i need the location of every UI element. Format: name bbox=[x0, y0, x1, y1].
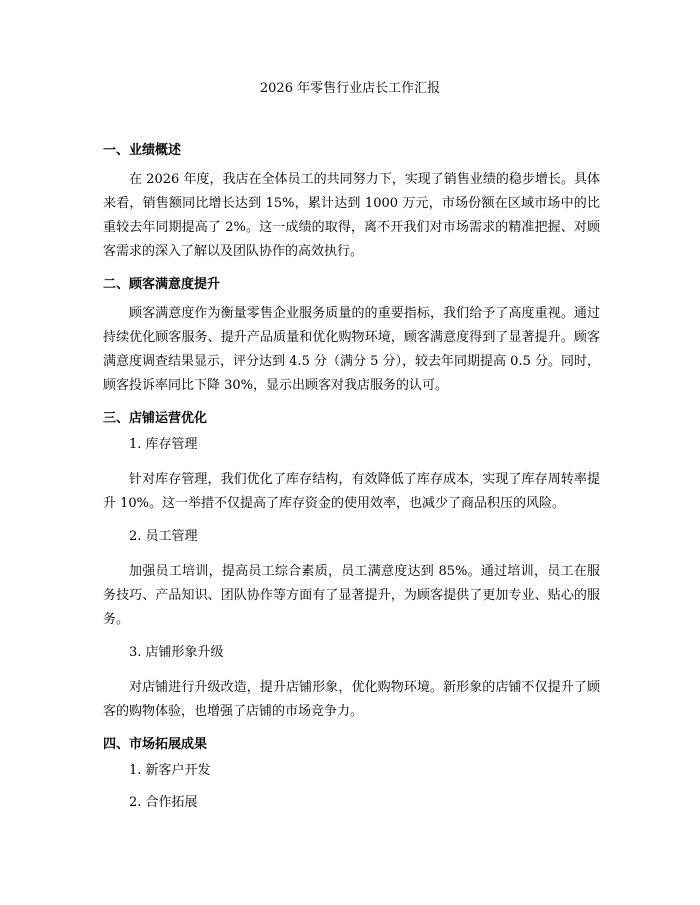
section-heading: 四、市场拓展成果 bbox=[103, 737, 208, 752]
document-body bbox=[103, 142, 600, 826]
paragraph: 针对库存管理，我们优化了库存结构，有效降低了库存成本，实现了库存周转率提升 10%。这一举措不仅提高了库存资金的使用效率，也减少了商品积压的风险。 bbox=[103, 472, 600, 511]
section-heading: 一、业绩概述 bbox=[103, 143, 182, 158]
section-customer-satisfaction bbox=[103, 276, 600, 398]
section-heading: 三、店铺运营优化 bbox=[103, 411, 208, 426]
sub-item-heading: 1. 库存管理 bbox=[129, 437, 198, 452]
paragraph: 在 2026 年度，我店在全体员工的共同努力下，实现了销售业绩的稳步增长。具体来看，销售额同比增长达到 15%，累计达到 1000 万元，市场份额在区域市场中的比重较去年同期提高了 2%。这一成绩的取得，离不开我们对市场需求的精准把握、对顾客需求的深入了解以及团队协作的高效执行。 bbox=[103, 172, 600, 259]
sub-item-heading: 2. 员工管理 bbox=[129, 529, 198, 544]
section-heading: 二、顾客满意度提升 bbox=[103, 277, 221, 292]
section-store-operations bbox=[103, 410, 600, 724]
section-market-expansion bbox=[103, 736, 600, 812]
sub-item-heading: 3. 店铺形象升级 bbox=[129, 645, 224, 660]
sub-item-heading: 1. 新客户开发 bbox=[129, 763, 211, 778]
paragraph: 加强员工培训，提高员工综合素质，员工满意度达到 85%。通过培训，员工在服务技巧、产品知识、团队协作等方面有了显著提升，为顾客提供了更加专业、贴心的服务。 bbox=[103, 564, 600, 627]
sub-item-heading: 2. 合作拓展 bbox=[129, 795, 198, 810]
paragraph: 对店铺进行升级改造，提升店铺形象，优化购物环境。新形象的店铺不仅提升了顾客的购物体验，也增强了店铺的市场竞争力。 bbox=[103, 680, 600, 719]
document-title: 2026 年零售行业店长工作汇报 bbox=[259, 81, 441, 96]
paragraph: 顾客满意度作为衡量零售企业服务质量的的重要指标，我们给予了高度重视。通过持续优化顾客服务、提升产品质量和优化购物环境，顾客满意度得到了显著提升。顾客满意度调查结果显示，评分达到 4.5 分（满分 5 分），较去年同期提高 0.5 分。同时，顾客投诉率同比下降 30%，显示出顾客对我店服务的认可。 bbox=[103, 306, 600, 393]
section-performance-overview bbox=[103, 142, 600, 264]
